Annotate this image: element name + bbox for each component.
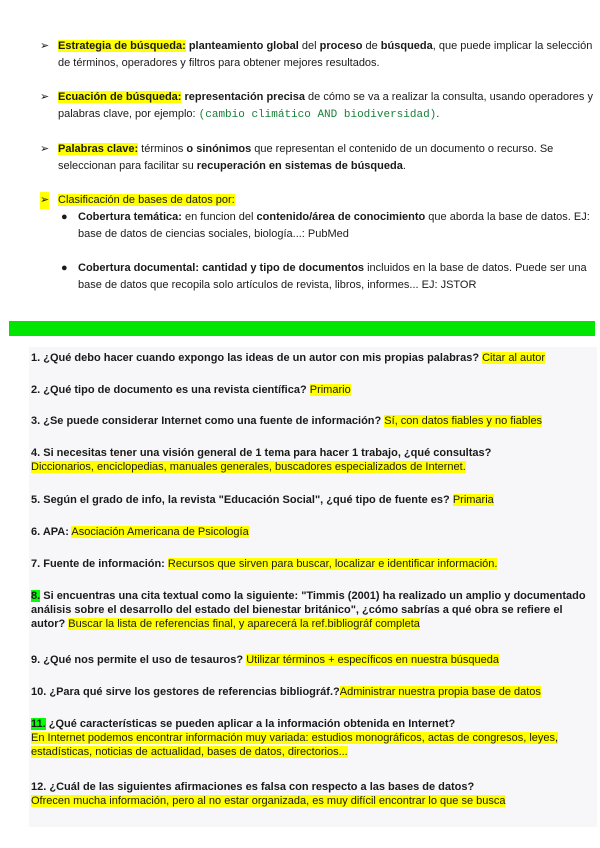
bullet-dot-icon: ● bbox=[61, 211, 68, 223]
note-bold: planteamiento global bbox=[185, 40, 299, 52]
answer-text: Ofrecen mucha información, pero al no estar organizada, es muy difícil encontrar lo que se busca bbox=[31, 795, 506, 807]
note-text: . bbox=[402, 160, 406, 172]
quiz-section bbox=[29, 347, 597, 827]
note-term: Clasificación de bases de datos por: bbox=[58, 194, 235, 206]
quiz-item bbox=[31, 717, 597, 759]
answer-text: Citar al autor bbox=[482, 352, 546, 364]
note-strategy bbox=[40, 38, 595, 72]
answer-text: Asociación Americana de Psicología bbox=[71, 526, 249, 538]
coverage-label: Cobertura documental: bbox=[78, 262, 200, 274]
coverage-bold: cantidad y tipo de documentos bbox=[202, 262, 365, 274]
code-example: (cambio climático AND biodiversidad) bbox=[198, 109, 437, 121]
answer-text: Diccionarios, enciclopedias, manuales generales, buscadores especializados de Internet. bbox=[31, 461, 466, 473]
question-text: 5. Según el grado de info, la revista "Educación Social", ¿qué tipo de fuente es? bbox=[31, 494, 450, 506]
answer-text: Primaria bbox=[452, 494, 494, 506]
note-keywords bbox=[40, 141, 595, 175]
question-text: 1. ¿Qué debo hacer cuando expongo las ideas de un autor con mis propias palabras? bbox=[31, 352, 480, 364]
quiz-item bbox=[31, 493, 597, 507]
note-bold: representación precisa bbox=[181, 91, 305, 103]
note-bold: búsqueda bbox=[380, 40, 433, 52]
note-text: , que puede implicar la selección de términos, operadores y filtros para obtener mejores resultados. bbox=[58, 40, 593, 69]
arrow-bullet-icon: ➢ bbox=[40, 91, 50, 103]
arrow-bullet-icon: ➢ bbox=[40, 192, 49, 209]
note-text: que representan el contenido de un documento o recurso. Se seleccionan para facilitar su bbox=[58, 143, 554, 172]
note-text: de cómo se va a realizar la consulta, usando operadores y palabras clave, por ejemplo: bbox=[58, 91, 593, 120]
question-number: 8. bbox=[31, 590, 41, 602]
note-text: de bbox=[362, 40, 381, 52]
question-text: ¿Qué características se pueden aplicar a la información obtenida en Internet? bbox=[45, 718, 456, 730]
note-term: Palabras clave: bbox=[58, 143, 139, 155]
note-classification bbox=[40, 192, 595, 209]
answer-text: Recursos que sirven para buscar, localizar e identificar información. bbox=[167, 558, 498, 570]
coverage-thematic bbox=[40, 209, 595, 243]
note-bold: recuperación en sistemas de búsqueda bbox=[196, 160, 403, 172]
notes-section bbox=[40, 38, 595, 294]
note-term: Estrategia de búsqueda: bbox=[58, 40, 186, 52]
question-text: 4. Si necesitas tener una visión general de 1 tema para hacer 1 trabajo, ¿qué consultas? bbox=[31, 447, 492, 459]
question-text: 9. ¿Qué nos permite el uso de tesauros? bbox=[31, 654, 244, 666]
answer-text: Administrar nuestra propia base de datos bbox=[339, 686, 541, 698]
question-text: 12. ¿Cuál de las siguientes afirmaciones es falsa con respecto a las bases de datos? bbox=[31, 781, 475, 793]
quiz-item bbox=[31, 383, 597, 397]
question-text: 7. Fuente de información: bbox=[31, 558, 165, 570]
note-text: . bbox=[436, 108, 440, 120]
quiz-item bbox=[31, 557, 597, 571]
note-text: términos bbox=[138, 143, 187, 155]
quiz-item bbox=[31, 351, 597, 365]
bullet-dot-icon: ● bbox=[61, 262, 68, 274]
quiz-item bbox=[31, 525, 597, 539]
answer-text: En Internet podemos encontrar información muy variada: estudios monográficos, actas de congresos, leyes, estadísticas, noticias de actualidad, bases de datos, directorios... bbox=[31, 732, 559, 758]
note-equation bbox=[40, 89, 595, 124]
answer-text: Buscar la lista de referencias final, y aparecerá la ref.bibliográf completa bbox=[68, 618, 420, 630]
note-bold: proceso bbox=[319, 40, 363, 52]
coverage-label: Cobertura temática: bbox=[78, 211, 182, 223]
green-divider bbox=[9, 321, 595, 336]
answer-text: Primario bbox=[309, 384, 351, 396]
answer-text: Sí, con datos fiables y no fiables bbox=[384, 415, 543, 427]
answer-text: Utilizar términos + específicos en nuestra búsqueda bbox=[246, 654, 500, 666]
coverage-documental bbox=[40, 260, 595, 294]
note-term: Ecuación de búsqueda: bbox=[58, 91, 182, 103]
question-text: 10. ¿Para qué sirve los gestores de referencias bibliográf.? bbox=[31, 686, 340, 698]
coverage-text: incluidos en la base de datos. Puede ser una base de datos que recopila solo artículos de revista, libros, informes... EJ: JSTOR bbox=[78, 262, 587, 291]
quiz-item bbox=[31, 589, 597, 631]
coverage-bold: contenido/área de conocimiento bbox=[256, 211, 426, 223]
arrow-bullet-icon: ➢ bbox=[40, 40, 50, 52]
quiz-item bbox=[31, 414, 597, 428]
quiz-item bbox=[31, 685, 597, 699]
question-text: Si encuentras una cita textual como la siguiente: "Timmis (2001) ha realizado un amplio y documentado análisis sobre el desarrollo del estado del bienestar británico", ¿cómo sabrías a qué obra se refiere el autor? bbox=[31, 590, 586, 630]
arrow-bullet-icon: ➢ bbox=[40, 143, 50, 155]
question-text: 6. APA: bbox=[31, 526, 69, 538]
coverage-text: en funcion del bbox=[181, 211, 257, 223]
question-number: 11. bbox=[31, 718, 46, 730]
quiz-item bbox=[31, 446, 597, 474]
question-text: 2. ¿Qué tipo de documento es una revista científica? bbox=[31, 384, 307, 396]
quiz-item bbox=[31, 780, 597, 808]
coverage-text: que aborda la base de datos. EJ: base de datos de ciencias sociales, biología...: PubMed bbox=[78, 211, 590, 240]
note-text: del bbox=[298, 40, 320, 52]
question-text: 3. ¿Se puede considerar Internet como una fuente de información? bbox=[31, 415, 382, 427]
note-bold: o sinónimos bbox=[186, 143, 252, 155]
quiz-item bbox=[31, 653, 597, 667]
